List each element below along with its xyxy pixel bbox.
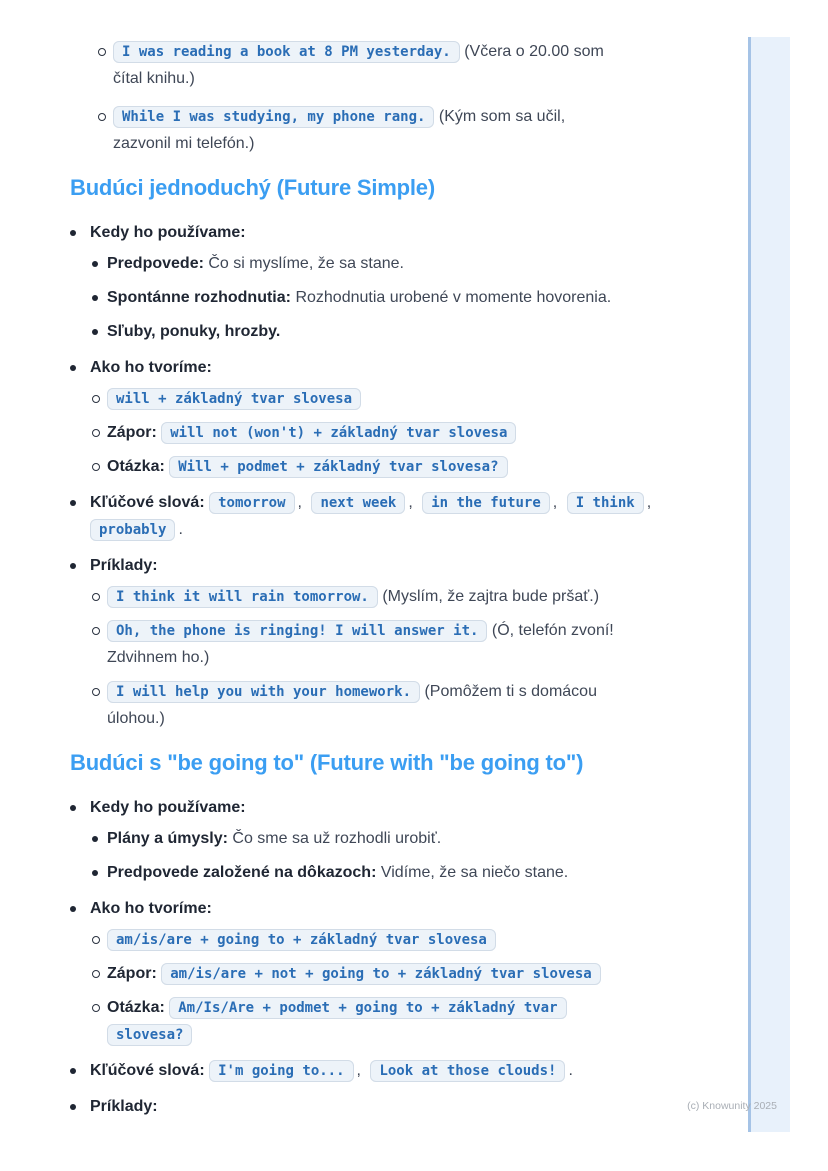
disc-bullet-icon (70, 1068, 76, 1074)
usage-label: Kedy ho používame: (90, 799, 246, 816)
usage-label: Kedy ho používame: (90, 224, 246, 241)
list-item-examples-label (70, 552, 710, 579)
translation-text: (Ó, telefón zvoní! (491, 622, 614, 639)
list-item (90, 960, 710, 987)
code-chip: I think it will rain tomorrow. (107, 586, 378, 608)
list-item (90, 825, 710, 852)
keyword-chip: I think (567, 492, 644, 514)
list-item-form-label (70, 354, 710, 381)
list-item (96, 38, 710, 92)
list-item (90, 678, 710, 732)
keyword-chip: probably (90, 519, 175, 541)
separator: , (297, 494, 302, 511)
list-item-keywords (70, 489, 710, 543)
translation-text: (Včera o 20.00 som (464, 43, 604, 60)
disc-bullet-icon (70, 230, 76, 236)
list-item (90, 284, 710, 311)
examples-group (70, 552, 710, 732)
disc-bullet-icon (70, 1104, 76, 1110)
term-text: Rozhodnutia urobené v momente hovorenia. (295, 289, 612, 306)
keywords-group (70, 489, 710, 543)
translation-text: (Myslím, že zajtra bude pršať.) (382, 588, 600, 605)
code-chip: am/is/are + not + going to + základný tvar slovesa (161, 963, 600, 985)
copyright-notice: (c) Knowunity 2025 (687, 1100, 777, 1112)
usage-group (70, 794, 710, 886)
disc-bullet-icon (92, 329, 98, 335)
code-chip: I will help you with your homework. (107, 681, 420, 703)
translation-text: (Kým som sa učil, (438, 108, 566, 125)
term-label: Zápor: (107, 424, 157, 441)
separator: , (552, 494, 558, 511)
list-item (90, 385, 710, 412)
code-chip: will + základný tvar slovesa (107, 388, 361, 410)
circle-bullet-icon (98, 48, 106, 56)
translation-text: zazvonil mi telefón.) (113, 135, 255, 152)
term-label: Sľuby, ponuky, hrozby. (107, 323, 281, 340)
keyword-chip: next week (311, 492, 405, 514)
code-chip: will not (won't) + základný tvar slovesa (161, 422, 516, 444)
list-item (90, 453, 710, 480)
examples-group (70, 1093, 710, 1120)
disc-bullet-icon (92, 870, 98, 876)
keyword-chip: in the future (422, 492, 550, 514)
disc-bullet-icon (92, 836, 98, 842)
disc-bullet-icon (70, 906, 76, 912)
disc-bullet-icon (70, 805, 76, 811)
code-line: slovesa? (116, 1027, 184, 1043)
keywords-label: Kľúčové slová: (90, 494, 205, 511)
separator: , (408, 494, 413, 511)
code-chip: Will + podmet + základný tvar slovesa? (169, 456, 507, 478)
form-label: Ako ho tvoríme: (90, 359, 212, 376)
circle-bullet-icon (92, 429, 100, 437)
code-chip: While I was studying, my phone rang. (113, 106, 434, 128)
code-chip: am/is/are + going to + základný tvar slovesa (107, 929, 496, 951)
circle-bullet-icon (92, 970, 100, 978)
circle-bullet-icon (92, 463, 100, 471)
translation-text: (Pomôžem ti s domácou (424, 683, 597, 700)
list-item (90, 926, 710, 953)
code-chip: Oh, the phone is ringing! I will answer it. (107, 620, 487, 642)
disc-bullet-icon (70, 563, 76, 569)
disc-bullet-icon (70, 365, 76, 371)
keyword-chip: Look at those clouds! (370, 1060, 565, 1082)
term-text: Čo si myslíme, že sa stane. (208, 255, 404, 272)
translation-text: Zdvihnem ho.) (107, 649, 210, 666)
term-text: Čo sme sa už rozhodli urobiť. (232, 830, 442, 847)
term-text: Vidíme, že sa niečo stane. (380, 864, 569, 881)
circle-bullet-icon (92, 936, 100, 944)
code-line: Am/Is/Are + podmet + going to + základný tvar (178, 1000, 558, 1016)
translation-text: čítal knihu.) (113, 70, 195, 87)
circle-bullet-icon (92, 593, 100, 601)
page-edge-stripe (748, 37, 790, 1132)
code-chip-wrapped (107, 997, 567, 1046)
list-item-usage-label (70, 794, 710, 821)
section-heading-future-simple: Budúci jednoduchý (Future Simple) (70, 175, 435, 200)
separator: , (356, 1062, 361, 1079)
translation-text: úlohou.) (107, 710, 165, 727)
form-group (70, 895, 710, 1048)
keywords-label: Kľúčové slová: (90, 1062, 205, 1079)
term-label: Otázka: (107, 458, 165, 475)
term-label: Otázka: (107, 999, 165, 1016)
term-label: Plány a úmysly: (107, 830, 228, 847)
list-item-form-label (70, 895, 710, 922)
usage-group (70, 219, 710, 345)
examples-label: Príklady: (90, 557, 158, 574)
term-label: Predpovede: (107, 255, 204, 272)
section-heading-be-going-to: Budúci s "be going to" (Future with "be going to") (70, 750, 584, 775)
separator: , (646, 494, 652, 511)
list-item (90, 859, 710, 886)
circle-bullet-icon (92, 395, 100, 403)
past-continuous-examples-list (70, 38, 710, 157)
list-item (90, 419, 710, 446)
list-item (90, 617, 710, 671)
list-item-keywords (70, 1057, 710, 1084)
form-label: Ako ho tvoríme: (90, 900, 212, 917)
list-item (90, 250, 710, 277)
examples-label: Príklady: (90, 1098, 158, 1115)
document-page (70, 38, 710, 1129)
separator: . (178, 521, 183, 538)
disc-bullet-icon (70, 500, 76, 506)
circle-bullet-icon (98, 113, 106, 121)
separator: . (568, 1062, 573, 1079)
keywords-group (70, 1057, 710, 1084)
form-group (70, 354, 710, 480)
circle-bullet-icon (92, 627, 100, 635)
circle-bullet-icon (92, 1004, 100, 1012)
list-item (90, 318, 710, 345)
term-label: Predpovede založené na dôkazoch: (107, 864, 377, 881)
keyword-chip: I'm going to... (209, 1060, 353, 1082)
list-item (90, 583, 710, 610)
list-item-usage-label (70, 219, 710, 246)
disc-bullet-icon (92, 261, 98, 267)
disc-bullet-icon (92, 295, 98, 301)
keyword-chip: tomorrow (209, 492, 294, 514)
list-item-examples-label (70, 1093, 710, 1120)
term-label: Zápor: (107, 965, 157, 982)
list-item (90, 994, 710, 1048)
code-chip: I was reading a book at 8 PM yesterday. (113, 41, 460, 63)
list-item (96, 103, 710, 157)
circle-bullet-icon (92, 688, 100, 696)
term-label: Spontánne rozhodnutia: (107, 289, 291, 306)
